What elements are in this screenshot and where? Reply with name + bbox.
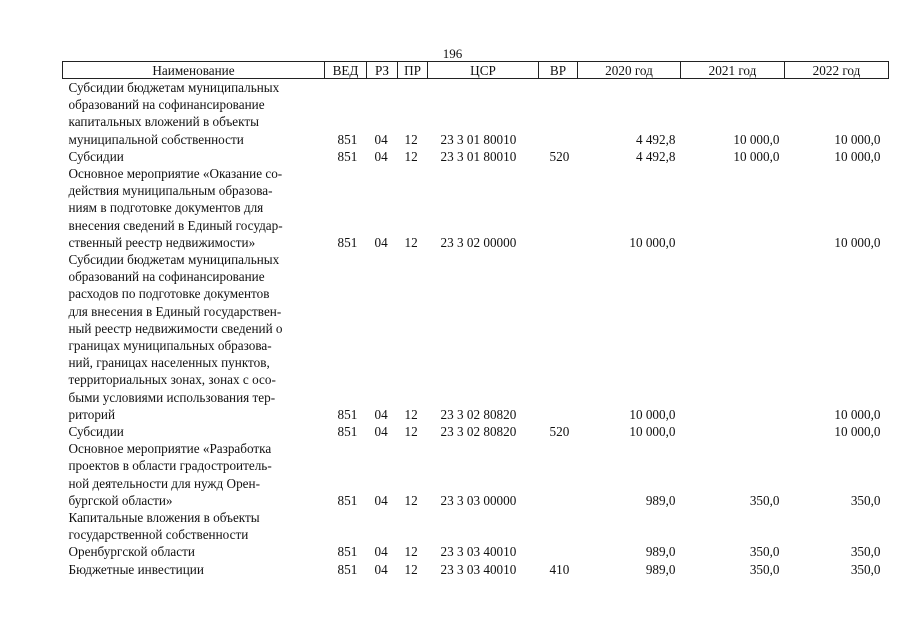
cell-y2021 (681, 251, 785, 423)
table-row (63, 561, 889, 578)
cell-name (63, 251, 325, 423)
cell-ved: 851 (337, 544, 358, 560)
cell-rz: 04 (374, 131, 388, 147)
header-vr: ВР (539, 62, 578, 79)
cell-y2020: 10 000,0 (629, 406, 676, 422)
cell-csr: 23 3 01 80010 (440, 131, 517, 147)
cell-pr: 12 (404, 492, 418, 508)
name-line: действия муниципальным образова- (68, 183, 273, 199)
name-line: быми условиями использования тер- (68, 389, 276, 405)
cell-rz: 04 (374, 492, 388, 508)
cell-y2022: 10 000,0 (834, 131, 881, 147)
name-line: риторий (68, 406, 116, 422)
name-line: образований на софинансирование (68, 97, 265, 113)
cell-y2020: 989,0 (645, 492, 676, 508)
cell-name (63, 440, 325, 509)
cell-vr: 520 (549, 424, 570, 440)
header-row (63, 62, 889, 79)
cell-y2020: 989,0 (645, 544, 676, 560)
cell-y2021: 350,0 (749, 544, 780, 560)
cell-ved: 851 (337, 561, 358, 577)
cell-ved: 851 (337, 234, 358, 250)
cell-csr: 23 3 03 00000 (440, 492, 517, 508)
cell-name (63, 165, 325, 251)
cell-rz: 04 (374, 234, 388, 250)
cell-ved: 851 (337, 131, 358, 147)
table-row (63, 509, 889, 561)
name-line: ственный реестр недвижимости» (68, 234, 256, 250)
cell-y2022: 10 000,0 (834, 234, 881, 250)
cell-y2022: 350,0 (850, 492, 881, 508)
cell-y2022: 10 000,0 (834, 424, 881, 440)
cell-pr: 12 (404, 406, 418, 422)
name-line: ний, границах населенных пунктов, (68, 355, 270, 371)
cell-y2020: 989,0 (645, 561, 676, 577)
cell-pr: 12 (404, 424, 418, 440)
name-line: Основное мероприятие «Оказание со- (68, 166, 283, 182)
cell-vr (539, 251, 578, 423)
cell-y2022: 350,0 (850, 561, 881, 577)
name-line: Субсидии бюджетам муниципальных (68, 252, 280, 268)
cell-vr: 410 (549, 561, 570, 577)
header-name: Наименование (63, 62, 325, 79)
table-row (63, 165, 889, 251)
cell-pr: 12 (404, 131, 418, 147)
name-line: расходов по подготовке документов (68, 286, 270, 302)
cell-y2021: 350,0 (749, 561, 780, 577)
cell-ved: 851 (337, 492, 358, 508)
name-line: Оренбургской области (68, 544, 195, 560)
cell-rz: 04 (374, 561, 388, 577)
cell-y2021: 10 000,0 (733, 131, 780, 147)
cell-csr: 23 3 03 40010 (440, 544, 517, 560)
header-rz: РЗ (367, 62, 398, 79)
table-row (63, 79, 889, 148)
cell-rz: 04 (374, 544, 388, 560)
name-line: Бюджетные инвестиции (68, 561, 204, 577)
name-line: бургской области» (68, 492, 173, 508)
page-number: 196 (442, 46, 463, 61)
cell-name (63, 423, 325, 440)
cell-vr (539, 79, 578, 148)
cell-name (63, 561, 325, 578)
header-2020: 2020 год (578, 62, 681, 79)
name-line: Субсидии бюджетам муниципальных (68, 80, 280, 95)
name-line: Основное мероприятие «Разработка (68, 441, 272, 457)
cell-pr: 12 (404, 561, 418, 577)
budget-table (62, 61, 889, 578)
cell-ved: 851 (337, 406, 358, 422)
cell-y2021 (681, 165, 785, 251)
header-pr: ПР (398, 62, 428, 79)
cell-name (63, 509, 325, 561)
header-2021: 2021 год (681, 62, 785, 79)
cell-csr: 23 3 01 80010 (440, 148, 517, 164)
cell-csr: 23 3 02 80820 (440, 406, 517, 422)
cell-ved: 851 (337, 148, 358, 164)
cell-vr (539, 165, 578, 251)
name-line: внесения сведений в Единый государ- (68, 217, 283, 233)
cell-csr: 23 3 03 40010 (440, 561, 517, 577)
name-line: проектов в области градостроитель- (68, 458, 272, 474)
cell-y2020: 4 492,8 (635, 131, 676, 147)
name-line: капитальных вложений в объекты (68, 114, 259, 130)
cell-y2020: 10 000,0 (629, 424, 676, 440)
header-csr: ЦСР (428, 62, 539, 79)
cell-rz: 04 (374, 406, 388, 422)
name-line: государственной собственности (68, 527, 249, 543)
name-line: ниям в подготовке документов для (68, 200, 264, 216)
cell-y2021: 10 000,0 (733, 148, 780, 164)
cell-ved: 851 (337, 424, 358, 440)
name-line: Субсидии (68, 148, 124, 164)
table-row (63, 148, 889, 165)
cell-y2020: 10 000,0 (629, 234, 676, 250)
table-body (63, 79, 889, 578)
name-line: Капитальные вложения в объекты (68, 510, 260, 526)
cell-vr (539, 440, 578, 509)
cell-pr: 12 (404, 544, 418, 560)
cell-pr: 12 (404, 234, 418, 250)
cell-csr: 23 3 02 80820 (440, 424, 517, 440)
cell-rz: 04 (374, 424, 388, 440)
cell-y2021: 350,0 (749, 492, 780, 508)
name-line: образований на софинансирование (68, 269, 265, 285)
cell-rz: 04 (374, 148, 388, 164)
table-row (63, 440, 889, 509)
cell-name (63, 79, 325, 148)
cell-pr: 12 (404, 148, 418, 164)
cell-y2022: 350,0 (850, 544, 881, 560)
name-line: границах муниципальных образова- (68, 338, 272, 354)
cell-y2020: 4 492,8 (635, 148, 676, 164)
name-line: для внесения в Единый государствен- (68, 303, 282, 319)
name-line: Субсидии (68, 424, 124, 440)
cell-vr (539, 509, 578, 561)
table-row (63, 423, 889, 440)
name-line: ной деятельности для нужд Орен- (68, 475, 260, 491)
header-2022: 2022 год (785, 62, 889, 79)
name-line: муниципальной собственности (68, 131, 244, 147)
cell-vr: 520 (549, 148, 570, 164)
table-row (63, 251, 889, 423)
name-line: ный реестр недвижимости сведений о (68, 320, 283, 336)
cell-name (63, 148, 325, 165)
cell-y2021 (681, 423, 785, 440)
header-ved: ВЕД (325, 62, 367, 79)
cell-y2022: 10 000,0 (834, 148, 881, 164)
cell-csr: 23 3 02 00000 (440, 234, 517, 250)
cell-y2022: 10 000,0 (834, 406, 881, 422)
name-line: территориальных зонах, зонах с осо- (68, 372, 276, 388)
